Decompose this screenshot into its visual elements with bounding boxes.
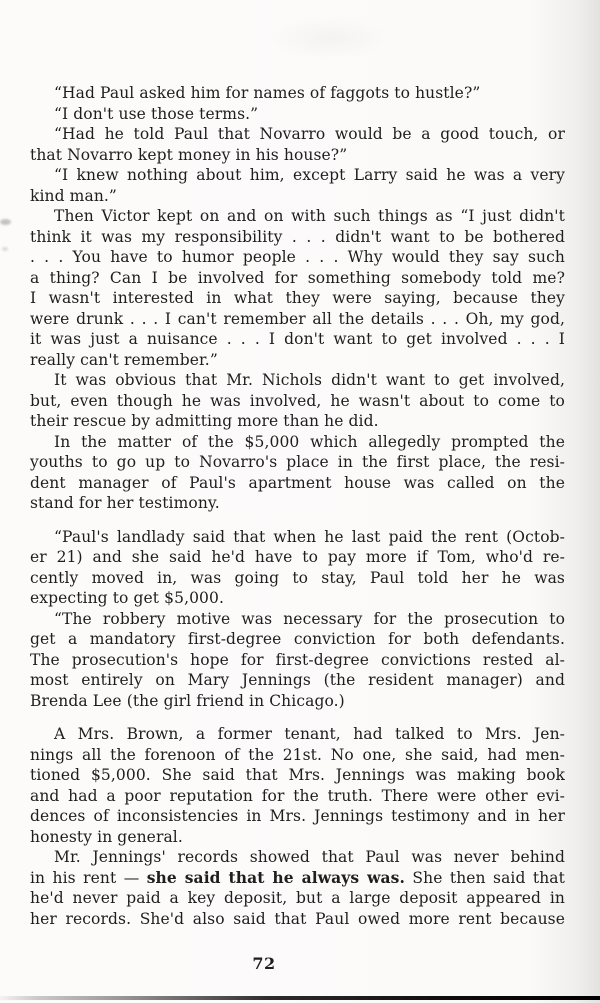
paragraph	[30, 206, 565, 370]
text-line	[30, 268, 565, 289]
page-number: 72	[252, 954, 276, 973]
bold-text: she said that he always was.	[146, 867, 405, 887]
text-segment: in his rent —	[30, 868, 147, 887]
text-segment: A Mrs. Brown, a former tenant, had talked to Mrs. Jen-	[54, 725, 565, 743]
text-segment: he'd never paid a key deposit, but a large deposit appeared in	[30, 889, 565, 907]
text-segment: stand for her testimony.	[30, 494, 220, 512]
paragraph	[30, 724, 565, 847]
text-segment: expecting to get $5,000.	[30, 589, 225, 607]
text-segment: get a mandatory first-degree conviction for both defendants.	[30, 630, 565, 648]
text-segment: nings all the forenoon of the 21st. No one, she said, had men-	[30, 745, 565, 764]
text-segment: The prosecution's hope for first-degree convictions rested al-	[30, 650, 565, 669]
text-line	[30, 691, 565, 712]
text-segment: dences of inconsistencies in Mrs. Jennings testimony and in her	[30, 807, 565, 825]
text-segment: I wasn't interested in what they were saying, because they	[30, 289, 565, 307]
text-line	[30, 350, 565, 371]
text-line	[30, 527, 565, 548]
text-line	[30, 432, 565, 453]
scan-smudge	[0, 219, 11, 225]
text-line	[30, 650, 565, 671]
text-segment: . . . You have to humor people . . . Why would they say such	[30, 248, 565, 266]
paragraph	[30, 83, 565, 104]
text-segment: Mr. Jennings' records showed that Paul was never behind	[54, 848, 565, 866]
text-segment: Then Victor kept on and on with such things as “I just didn't	[54, 207, 565, 225]
text-line	[30, 104, 565, 125]
text-segment: their rescue by admitting more than he did.	[30, 412, 379, 430]
text-line	[30, 909, 565, 930]
text-segment: honesty in general.	[30, 827, 183, 846]
text-line	[30, 786, 565, 807]
paragraph	[30, 104, 565, 125]
paragraph	[30, 847, 565, 929]
text-segment: were drunk . . . I can't remember all the details . . . Oh, my god,	[30, 309, 565, 328]
paragraph	[30, 609, 565, 712]
scan-edge-line	[0, 996, 600, 1000]
text-line	[30, 724, 565, 745]
text-line	[30, 629, 565, 650]
text-segment: dent manager of Paul's apartment house was called on the	[30, 473, 565, 492]
scan-smudge	[2, 247, 8, 251]
text-line	[30, 765, 565, 786]
text-line	[30, 247, 565, 268]
text-line	[30, 806, 565, 827]
text-segment: In the matter of the $5,000 which allegedly prompted the	[54, 432, 565, 451]
text-line	[30, 370, 565, 391]
text-segment: and had a poor reputation for the truth. There were other evi-	[30, 786, 565, 805]
text-line	[30, 847, 565, 868]
text-line	[30, 868, 565, 889]
text-line	[30, 329, 565, 350]
text-segment: er 21) and she said he'd have to pay more if Tom, who'd re-	[30, 548, 565, 566]
text-line	[30, 493, 565, 514]
text-segment: think it was my responsibility . . . didn't want to be bothered	[30, 227, 565, 246]
text-line	[30, 670, 565, 691]
text-segment: “Had he told Paul that Novarro would be a good touch, or	[54, 125, 565, 143]
text-line	[30, 227, 565, 248]
paragraph	[30, 165, 565, 206]
text-segment: really can't remember.”	[30, 350, 218, 369]
paragraph	[30, 527, 565, 609]
text-segment: kind man.”	[30, 186, 117, 205]
paragraph	[30, 432, 565, 514]
text-line	[30, 888, 565, 909]
text-line	[30, 165, 565, 186]
text-segment: It was obvious that Mr. Nichols didn't want to get involved,	[54, 371, 565, 389]
text-line	[30, 588, 565, 609]
text-segment: youths to go up to Novarro's place in the first place, the resi-	[30, 453, 565, 471]
text-line	[30, 288, 565, 309]
text-segment: a thing? Can I be involved for something somebody told me?	[30, 268, 565, 287]
text-segment: Brenda Lee (the girl friend in Chicago.)	[30, 691, 345, 710]
text-segment: “The robbery motive was necessary for the prosecution to	[54, 609, 565, 628]
text-line	[30, 124, 565, 145]
text-segment: “Paul's landlady said that when he last paid the rent (Octob-	[54, 527, 565, 546]
text-line	[30, 206, 565, 227]
text-segment: She then said that	[405, 868, 565, 887]
text-line	[30, 83, 565, 104]
text-line	[30, 568, 565, 589]
paragraph	[30, 370, 565, 432]
text-line	[30, 547, 565, 568]
paragraph	[30, 124, 565, 165]
text-line	[30, 411, 565, 432]
text-segment: tioned $5,000. She said that Mrs. Jennings was making book	[30, 766, 565, 784]
text-line	[30, 609, 565, 630]
text-line	[30, 391, 565, 412]
text-line	[30, 745, 565, 766]
text-segment: her records. She'd also said that Paul owed more rent because	[30, 909, 565, 928]
text-segment: but, even though he was involved, he wasn't about to come to	[30, 391, 565, 410]
text-segment: it was just a nuisance . . . I don't want to get involved . . . I	[30, 330, 565, 348]
text-line	[30, 827, 565, 848]
text-line	[30, 452, 565, 473]
text-line	[30, 186, 565, 207]
text-block	[30, 83, 565, 929]
text-segment: “I don't use those terms.”	[54, 104, 259, 123]
text-segment: that Novarro kept money in his house?”	[30, 145, 348, 164]
text-segment: “Had Paul asked him for names of faggots to hustle?”	[54, 84, 481, 102]
text-segment: cently moved in, was going to stay, Paul told her he was	[30, 568, 565, 587]
text-segment: “I knew nothing about him, except Larry said he was a very	[54, 166, 565, 184]
text-line	[30, 309, 565, 330]
text-segment: most entirely on Mary Jennings (the resident manager) and	[30, 671, 565, 689]
text-line	[30, 473, 565, 494]
text-line	[30, 145, 565, 166]
